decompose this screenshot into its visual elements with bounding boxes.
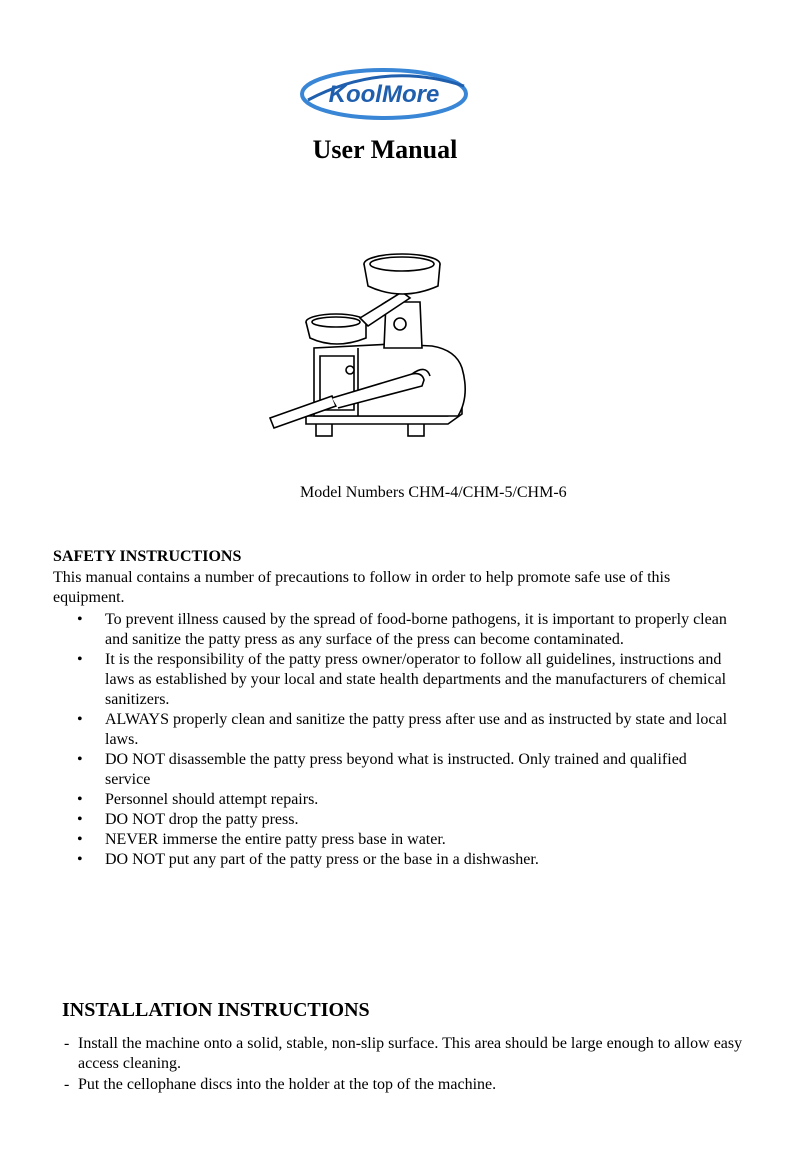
logo-text: KoolMore: [328, 81, 440, 108]
list-item: • ALWAYS properly clean and sanitize the patty press after use and as instructed by state and local laws.: [77, 711, 728, 748]
list-item: • DO NOT drop the patty press.: [77, 811, 299, 828]
list-item: • DO NOT disassemble the patty press beyond what is instructed. Only trained and qualified service: [77, 751, 687, 788]
list-item: • It is the responsibility of the patty press owner/operator to follow all guidelines, instructions and laws as established by your local and state health departments and the manufacturers of chemical sanitizers.: [77, 651, 727, 708]
bullet-icon: •: [77, 831, 83, 848]
bullet-icon: •: [77, 751, 83, 768]
safety-list: [53, 610, 733, 870]
list-item: • DO NOT put any part of the patty press or the base in a dishwasher.: [77, 851, 539, 868]
safety-heading: SAFETY INSTRUCTIONS: [53, 548, 242, 565]
list-item: - Put the cellophane discs into the holder at the top of the machine.: [64, 1076, 497, 1093]
list-item: • Personnel should attempt repairs.: [77, 791, 319, 808]
bullet-icon: •: [77, 711, 83, 728]
bullet-icon: •: [77, 611, 83, 628]
bullet-icon: •: [77, 791, 83, 808]
installation-list: [64, 1034, 744, 1096]
dash-marker: -: [64, 1076, 70, 1093]
model-numbers: Model Numbers CHM-4/CHM-5/CHM-6: [300, 484, 567, 501]
patty-press-illustration: [262, 246, 474, 452]
koolmore-logo: [298, 64, 470, 124]
bullet-icon: •: [77, 811, 83, 828]
dash-marker: -: [64, 1035, 70, 1052]
logo-graphic: [298, 64, 470, 124]
safety-intro: This manual contains a number of precautions to follow in order to help promote safe use of this equipment.: [53, 569, 671, 606]
list-item: • To prevent illness caused by the spread of food-borne pathogens, it is important to properly clean and sanitize the patty press as any surface of the press can become contaminated.: [77, 611, 727, 648]
bullet-icon: •: [77, 651, 83, 668]
page-title: User Manual: [312, 135, 458, 164]
list-item: • NEVER immerse the entire patty press base in water.: [77, 831, 446, 848]
bullet-icon: •: [77, 851, 83, 868]
installation-heading: INSTALLATION INSTRUCTIONS: [62, 999, 370, 1021]
list-item: - Install the machine onto a solid, stable, non-slip surface. This area should be large enough to allow easy access cleaning.: [64, 1035, 743, 1072]
